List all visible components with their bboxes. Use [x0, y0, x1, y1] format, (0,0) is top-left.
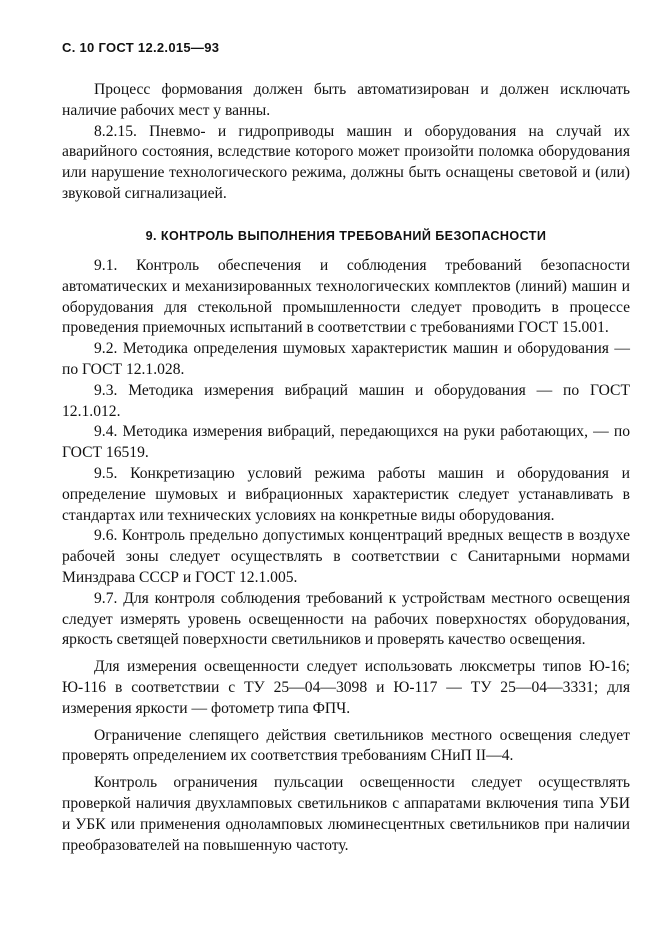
paragraph-9-7: 9.7. Для контроля соблюдения требований к устройствам местного освещения следует измерять уровень освещенности на рабочих поверхностях оборудования, яркость светящей поверхности светильников и проверять качество освещения.	[62, 589, 630, 649]
section-8-tail	[62, 80, 630, 205]
section-9-heading: 9. КОНТРОЛЬ ВЫПОЛНЕНИЯ ТРЕБОВАНИЙ БЕЗОПАСНОСТИ	[145, 229, 547, 243]
paragraph-8-2-15: 8.2.15. Пневмо- и гидроприводы машин и оборудования на случай их аварийного состояния, вследствие которого может произойти поломка оборудования или нарушение технологического режима, должны быть оснащены световой и (или) звуковой сигнализацией.	[62, 122, 630, 202]
page-header: С. 10 ГОСТ 12.2.015—93	[62, 40, 220, 55]
paragraph-9-2: 9.2. Методика определения шумовых характеристик машин и оборудования — по ГОСТ 12.1.028.	[62, 340, 630, 378]
paragraph-9-6: 9.6. Контроль предельно допустимых концентраций вредных веществ в воздухе рабочей зоны следует осуществлять в соответствии с Санитарными нормами Минздрава СССР и ГОСТ 12.1.005.	[62, 527, 630, 586]
paragraph-luxmeters: Для измерения освещенности следует использовать люксметры типов Ю-16; Ю-116 в соответствии с ТУ 25—04—3098 и Ю-117 — ТУ 25—04—3331; для измерения яркости — фотометр типа ФПЧ.	[62, 658, 630, 717]
paragraph-pulsation: Контроль ограничения пульсации освещенности следует осуществлять проверкой наличия двухламповых светильников с аппаратами включения типа УБИ и УБК или применения одноламповых люминесцентных светильников при наличии преобразователей на повышенную частоту.	[62, 774, 630, 854]
intro-paragraph: Процесс формования должен быть автоматизирован и должен исключать наличие рабочих мест у ванны.	[62, 81, 630, 119]
paragraph-9-1: 9.1. Контроль обеспечения и соблюдения требований безопасности автоматических и механизированных технологических комплектов (линий) машин и оборудования для стекольной промышленности следует проводить в процессе проведения приемочных испытаний в соответствии с требованиями ГОСТ 15.001.	[62, 257, 630, 337]
paragraph-9-3: 9.3. Методика измерения вибраций машин и оборудования — по ГОСТ 12.1.012.	[62, 381, 630, 420]
paragraph-glare: Ограничение слепящего действия светильников местного освещения следует проверять определением их соответствия требованиям СНиП II—4.	[62, 726, 630, 765]
paragraph-9-4: 9.4. Методика измерения вибраций, передающихся на руки работающих, — по ГОСТ 16519.	[62, 423, 630, 462]
paragraph-9-5: 9.5. Конкретизацию условий режима работы машин и оборудования и определение шумовых и вибрационных характеристик следует устанавливать в стандартах или технических условиях на конкретные виды оборудования.	[62, 464, 630, 524]
section-9-body	[62, 256, 630, 856]
